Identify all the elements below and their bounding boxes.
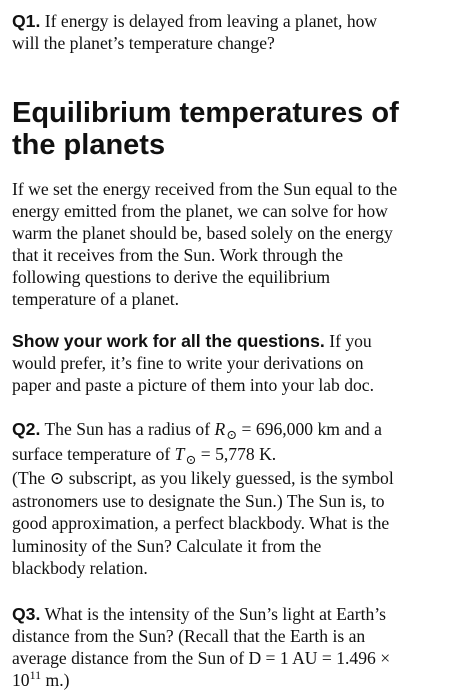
intro-line: If we set the energy received from the Sun equal to the [12, 179, 398, 199]
question-2-label: Q2. [12, 419, 41, 439]
intro-line: energy emitted from the planet, we can solve for how [12, 201, 388, 221]
distance-base: 10 [12, 670, 30, 690]
question-3-line1: What is the intensity of the Sun’s light at Earth’s [40, 604, 387, 624]
section-heading-line2: the planets [12, 129, 166, 161]
question-1-text-line1: If energy is delayed from leaving a planet, how [44, 11, 378, 31]
question-2-line: astronomers use to designate the Sun.) The Sun is, to [12, 490, 385, 511]
sun-symbol-icon: ⊙ [226, 427, 238, 442]
sun-temperature-symbol: T [174, 443, 185, 464]
sun-radius-value: = 696,000 km and a [237, 419, 382, 439]
question-3-line2: distance from the Sun? (Recall that the Earth is an [12, 626, 366, 646]
work-instructions-line2: would prefer, it’s fine to write your derivations on [12, 353, 364, 373]
work-instructions-line3: paper and paste a picture of them into your lab doc. [12, 375, 375, 395]
question-2-line: good approximation, a perfect blackbody. What is the [12, 513, 390, 533]
question-3-line3: average distance from the Sun of D = 1 AU = 1.496 × [12, 648, 391, 668]
intro-line: temperature of a planet. [12, 289, 180, 309]
section-heading-line1: Equilibrium temperatures of [12, 97, 399, 129]
section-heading [12, 97, 457, 161]
sun-temperature-value: = 5,778 K. [196, 443, 277, 464]
question-2-line1-text: The Sun has a radius of [40, 419, 215, 439]
question-2 [12, 418, 457, 580]
question-2-line: blackbody relation. [12, 558, 148, 578]
intro-paragraph [12, 178, 457, 310]
question-3-label: Q3. [12, 604, 41, 624]
sun-radius-symbol: R [214, 419, 226, 439]
question-1-text-line2: will the planet’s temperature change? [12, 33, 275, 53]
intro-line: warm the planet should be, based solely on the energy [12, 223, 393, 243]
sun-symbol-icon: ⊙ [185, 451, 197, 467]
work-instructions [12, 330, 457, 396]
distance-unit: m.) [41, 670, 70, 690]
question-3 [12, 603, 457, 691]
work-instructions-bold: Show your work for all the questions. [12, 331, 325, 351]
question-2-line: (The ⊙ subscript, as you likely guessed, is the symbol [12, 468, 394, 488]
question-1-label: Q1. [12, 11, 41, 31]
question-1 [12, 10, 457, 54]
intro-line: that it receives from the Sun. Work through the [12, 245, 343, 265]
distance-exponent: 11 [29, 668, 42, 682]
question-2-line2-text: surface temperature of [12, 443, 175, 464]
work-instructions-line1-rest: If you [324, 331, 372, 351]
intro-line: following questions to derive the equilibrium [12, 267, 331, 287]
question-2-line: luminosity of the Sun? Calculate it from the [12, 535, 322, 556]
